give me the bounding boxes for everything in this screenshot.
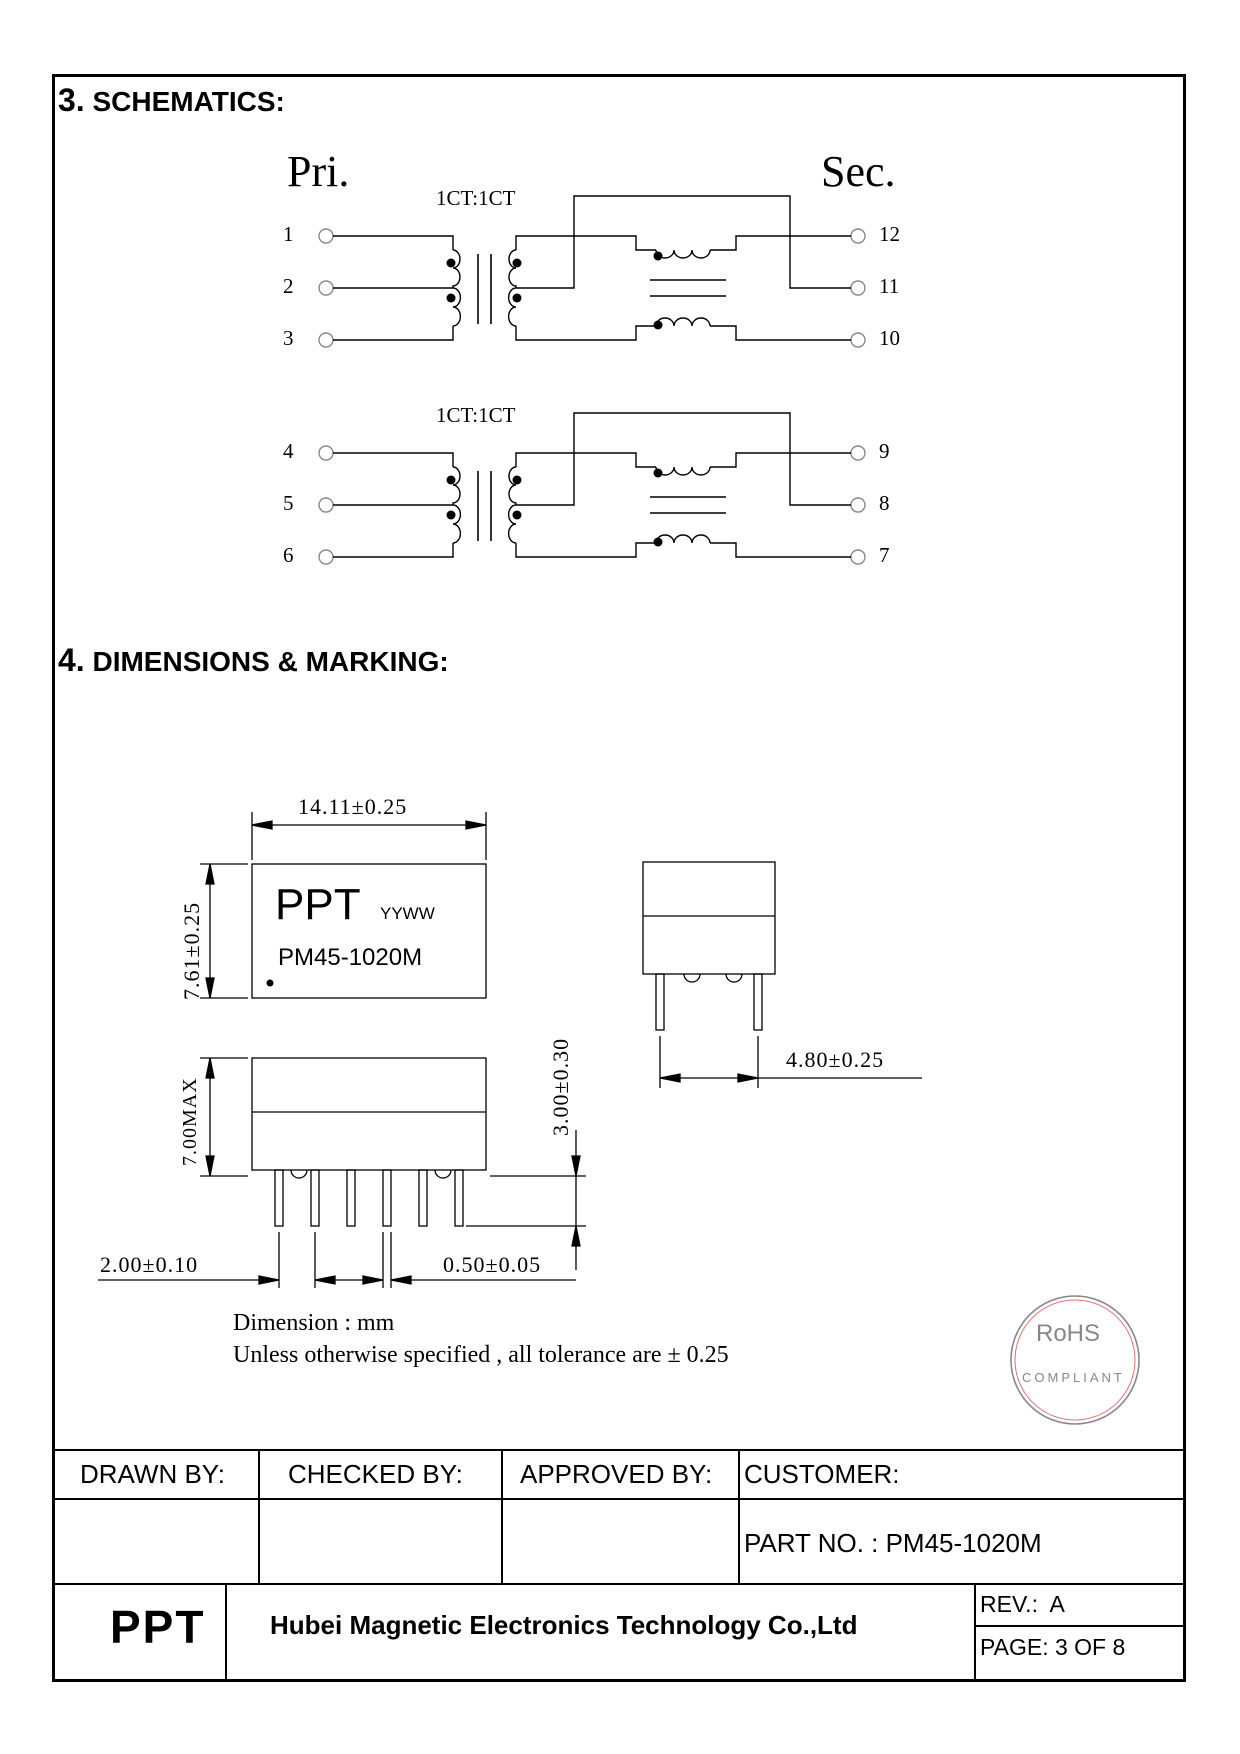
company-logo: PPT [110, 1601, 206, 1653]
width-dimension: 14.11±0.25 [298, 794, 408, 819]
section-title: SCHEMATICS: [92, 86, 285, 117]
marking-brand: PPT [275, 880, 361, 929]
pin-label: 3 [283, 326, 294, 350]
turns-ratio-top: 1CT:1CT [436, 186, 516, 210]
side-width-dimension: 4.80±0.25 [786, 1047, 885, 1072]
pin-label: 12 [879, 222, 900, 246]
max-height-dimension: 7.00MAX [179, 1077, 201, 1166]
section-title: DIMENSIONS & MARKING: [92, 646, 449, 677]
marking-part-number: PM45-1020M [278, 944, 423, 971]
pin-label: 7 [879, 543, 890, 567]
primary-label: Pri. [287, 147, 350, 196]
drawn-by-label: DRAWN BY: [80, 1459, 225, 1489]
pin-label: 2 [283, 274, 294, 298]
rohs-compliant-text: COMPLIANT [1022, 1370, 1125, 1385]
pin-label: 10 [879, 326, 900, 350]
checked-by-label: CHECKED BY: [288, 1459, 463, 1489]
pin-label: 9 [879, 439, 890, 463]
height-dimension: 7.61±0.25 [179, 901, 204, 1000]
marking-date-code: YYWW [380, 904, 435, 923]
tolerance-note: Unless otherwise specified , all tolerance are ± 0.25 [233, 1342, 729, 1368]
turns-ratio-bottom: 1CT:1CT [436, 403, 516, 427]
pin-label: 6 [283, 543, 294, 567]
pin-length-dimension: 3.00±0.30 [548, 1037, 573, 1136]
secondary-label: Sec. [821, 147, 896, 196]
company-name: Hubei Magnetic Electronics Technology Co.,Ltd [270, 1610, 858, 1640]
approved-by-label: APPROVED BY: [520, 1459, 713, 1489]
pin-label: 4 [283, 439, 294, 463]
section-number: 4. [58, 642, 85, 678]
pin-label: 1 [283, 222, 294, 246]
rohs-text: RoHS [1036, 1320, 1101, 1347]
part-number: PART NO. : PM45-1020M [744, 1528, 1042, 1558]
pin-width-dimension: 0.50±0.05 [443, 1252, 542, 1277]
pin-pitch-dimension: 2.00±0.10 [100, 1252, 199, 1277]
pin-label: 8 [879, 491, 890, 515]
revision: REV.: A [980, 1591, 1065, 1617]
page-number: PAGE: 3 OF 8 [980, 1634, 1126, 1660]
pin-label: 11 [879, 274, 900, 298]
unit-note: Dimension : mm [233, 1310, 395, 1336]
customer-label: CUSTOMER: [744, 1459, 900, 1489]
pin-label: 5 [283, 491, 294, 515]
section-number: 3. [58, 82, 85, 118]
